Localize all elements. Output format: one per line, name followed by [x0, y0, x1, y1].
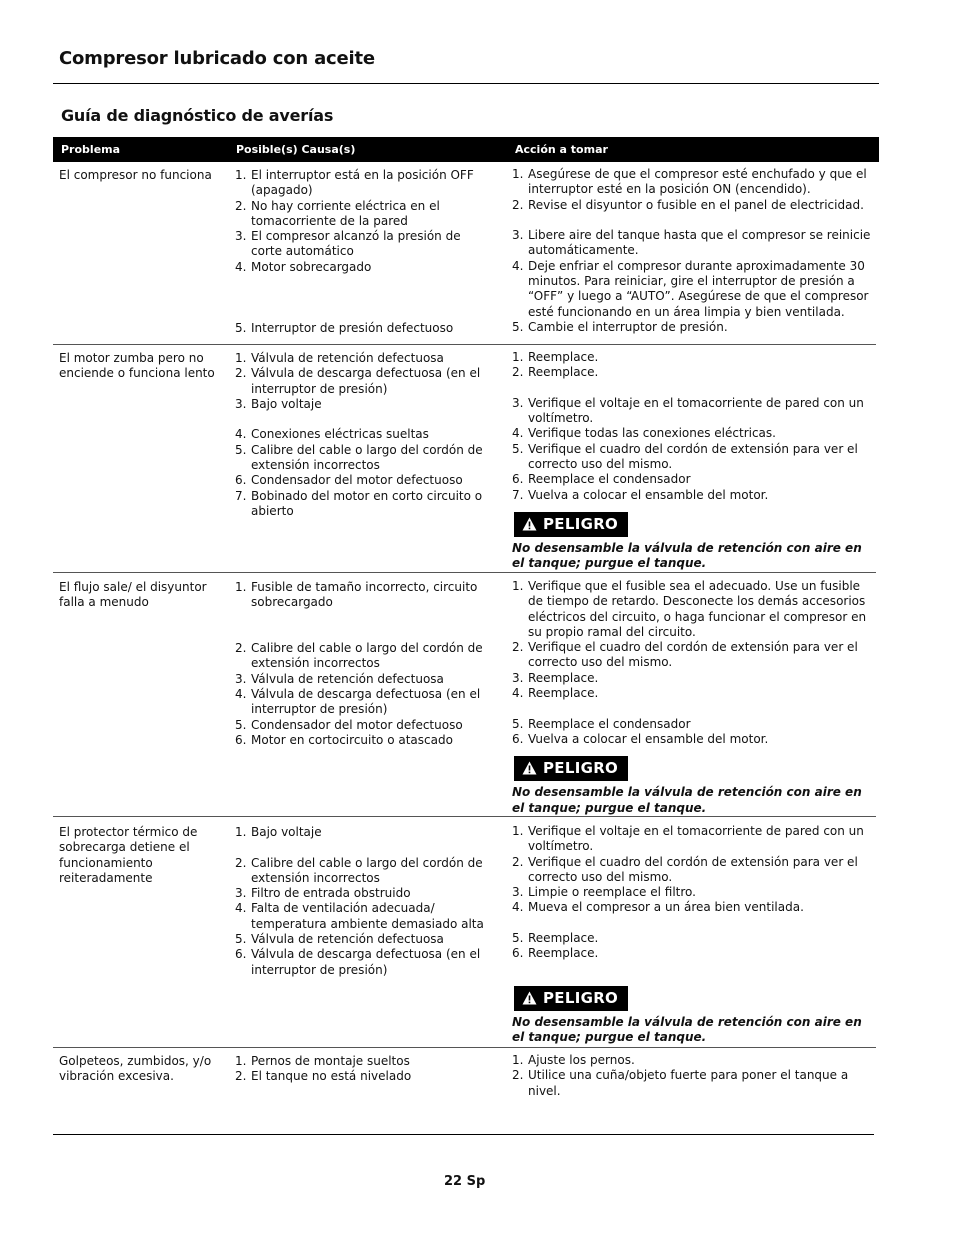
list-item-number: 1.	[512, 167, 524, 181]
warning-label: PELIGRO	[543, 514, 619, 533]
list-item	[512, 885, 874, 900]
action-cell	[512, 579, 874, 816]
list-item-text: Cambie el interruptor de presión.	[528, 319, 728, 334]
table-header	[53, 137, 879, 162]
list-item-text: Reemplace.	[528, 350, 599, 364]
list-item-number: 2.	[512, 854, 524, 869]
list-item	[235, 366, 490, 397]
list-item	[512, 350, 874, 365]
list-item-number: 5.	[512, 931, 524, 946]
warning-triangle-icon	[522, 517, 537, 531]
list-item-number: 6.	[512, 731, 524, 746]
list-item	[235, 489, 490, 520]
action-list	[512, 167, 874, 335]
header-title: Compresor lubricado con aceite	[59, 48, 375, 69]
list-item	[235, 718, 490, 733]
warning-badge	[514, 986, 628, 1011]
action-list	[512, 824, 874, 977]
list-item	[235, 856, 490, 887]
list-item	[512, 167, 874, 198]
list-item-number: 4.	[512, 686, 524, 701]
list-item	[512, 855, 874, 886]
list-item-text: Libere aire del tanque hasta que el compresor se reinicie automáticamente.	[528, 228, 871, 258]
list-item	[512, 732, 874, 747]
list-item	[512, 900, 874, 915]
list-spacer	[235, 306, 490, 321]
list-item	[512, 579, 874, 640]
list-item-text: Revise el disyuntor o fusible en el panel de electricidad.	[528, 197, 864, 212]
list-item-number: 1.	[235, 580, 247, 594]
list-spacer	[235, 626, 490, 641]
list-item-number: 6.	[235, 947, 247, 962]
list-item-number: 1.	[512, 579, 524, 593]
list-item-number: 4.	[235, 687, 247, 702]
list-item-text: Reemplace.	[528, 946, 599, 961]
problem-cell: Golpeteos, zumbidos, y/o vibración excesiva.	[59, 1054, 212, 1084]
list-item-number: 1.	[512, 1053, 524, 1067]
list-item-text: Válvula de descarga defectuosa (en el interruptor de presión)	[251, 947, 481, 977]
list-item-number: 2.	[235, 366, 247, 381]
list-item-number: 1.	[235, 351, 247, 365]
list-item-number: 3.	[512, 395, 524, 410]
list-item-text: Utilice una cuña/objeto fuerte para poner el tanque a nivel.	[528, 1068, 849, 1098]
warning-text: No desensamble la válvula de retención con aire en el tanque; purgue el tanque.	[512, 1014, 862, 1045]
list-item	[235, 473, 490, 488]
list-item-text: Bobinado del motor en corto circuito o abierto	[251, 488, 483, 518]
list-item	[235, 427, 490, 442]
list-item-number: 4.	[235, 901, 247, 916]
list-item	[235, 351, 490, 366]
list-item	[512, 824, 874, 855]
list-item	[235, 260, 490, 275]
list-spacer	[512, 916, 874, 931]
list-item	[235, 932, 490, 947]
cause-list	[235, 1054, 490, 1085]
list-item-text: Verifique todas las conexiones eléctricas.	[528, 426, 776, 441]
list-item	[235, 321, 490, 336]
list-item-number: 4.	[512, 900, 524, 915]
cause-list	[235, 168, 490, 336]
list-item-text: Condensador del motor defectuoso	[251, 473, 463, 488]
list-item-text: El compresor alcanzó la presión de corte automático	[251, 229, 461, 259]
list-item	[512, 198, 874, 213]
cause-list	[235, 825, 490, 978]
list-item	[235, 672, 490, 687]
list-item	[512, 640, 874, 671]
list-item-number: 2.	[235, 1069, 247, 1084]
list-item-number: 5.	[512, 441, 524, 456]
list-item-number: 4.	[235, 259, 247, 274]
list-item-number: 5.	[235, 932, 247, 947]
list-item-text: Válvula de retención defectuosa	[251, 671, 444, 686]
list-item-text: Válvula de descarga defectuosa (en el interruptor de presión)	[251, 687, 481, 717]
warning-text: No desensamble la válvula de retención con aire en el tanque; purgue el tanque.	[512, 540, 862, 571]
list-item-text: Conexiones eléctricas sueltas	[251, 427, 429, 442]
list-spacer	[512, 701, 874, 716]
list-item-text: El tanque no está nivelado	[251, 1069, 412, 1084]
list-spacer	[235, 412, 490, 427]
bottom-rule	[53, 1134, 874, 1135]
list-item	[235, 199, 490, 230]
list-item-text: Motor sobrecargado	[251, 259, 372, 274]
problem-cell: El protector térmico de sobrecarga detiene el funcionamiento reiteradamente	[59, 825, 198, 885]
list-item-number: 6.	[235, 473, 247, 488]
list-item	[512, 488, 874, 503]
list-item-text: Reemplace el condensador	[528, 716, 691, 731]
list-item-number: 2.	[235, 198, 247, 213]
row-divider	[53, 572, 876, 573]
list-item-text: Motor en cortocircuito o atascado	[251, 732, 453, 747]
list-item	[512, 717, 874, 732]
warning-badge	[514, 512, 628, 537]
action-list	[512, 1053, 874, 1099]
list-item	[235, 1054, 490, 1069]
row-divider	[53, 344, 876, 345]
list-item-text: Calibre del cable o largo del cordón de extensión incorrectos	[251, 442, 483, 473]
list-spacer	[235, 840, 490, 855]
list-item-number: 5.	[512, 716, 524, 731]
list-item-text: Verifique el cuadro del cordón de extensión para ver el correcto uso del mismo.	[528, 640, 858, 670]
list-item-number: 2.	[235, 641, 247, 656]
page-number: 22 Sp	[444, 1174, 486, 1189]
column-header-action: Acción a tomar	[515, 143, 608, 156]
list-item-text: Reemplace.	[528, 931, 599, 946]
list-item	[235, 901, 490, 932]
list-item	[235, 687, 490, 718]
list-item-text: Verifique el voltaje en el tomacorriente de pared con un voltímetro.	[528, 395, 864, 426]
list-item-number: 1.	[512, 350, 524, 364]
section-title: Guía de diagnóstico de averías	[61, 106, 334, 125]
list-item	[235, 733, 490, 748]
list-item-number: 3.	[235, 229, 247, 244]
cause-list	[235, 580, 490, 748]
list-item-text: Verifique el voltaje en el tomacorriente de pared con un voltímetro.	[528, 824, 864, 854]
header-rule	[53, 83, 879, 84]
list-item-text: Vuelva a colocar el ensamble del motor.	[528, 487, 769, 502]
list-item-number: 4.	[512, 258, 524, 273]
list-item	[235, 947, 490, 978]
list-item-number: 3.	[512, 885, 524, 900]
list-spacer	[235, 275, 490, 290]
list-spacer	[235, 290, 490, 305]
list-item	[512, 228, 874, 259]
list-item-number: 2.	[512, 365, 524, 380]
list-item	[512, 671, 874, 686]
list-item-number: 3.	[235, 886, 247, 901]
list-item	[512, 442, 874, 473]
list-item-number: 6.	[235, 732, 247, 747]
list-item-number: 3.	[235, 396, 247, 411]
problem-cell: El flujo sale/ el disyuntor falla a menudo	[59, 580, 207, 610]
list-item	[235, 641, 490, 672]
list-item-text: Filtro de entrada obstruido	[251, 886, 411, 901]
column-header-cause: Posible(s) Causa(s)	[236, 143, 356, 156]
list-item	[235, 825, 490, 840]
list-item-number: 2.	[512, 197, 524, 212]
list-item-text: Calibre del cable o largo del cordón de extensión incorrectos	[251, 641, 483, 671]
list-item-text: No hay corriente eléctrica en el tomacorriente de la pared	[251, 198, 440, 228]
list-item-number: 1.	[235, 168, 247, 182]
list-item-text: Fusible de tamaño incorrecto, circuito sobrecargado	[251, 580, 478, 610]
list-spacer	[235, 611, 490, 626]
list-item-number: 2.	[512, 1068, 524, 1083]
warning-triangle-icon	[522, 761, 537, 775]
list-item-text: Verifique que el fusible sea el adecuado. Use un fusible de tiempo de retardo. Desconecte los demás accesorios eléctricos del circuito, o haga funcionar el compresor en su propio ramal del circuito.	[528, 579, 867, 639]
list-item-text: Asegúrese de que el compresor esté enchufado y que el interruptor esté en la posición ON (encendido).	[528, 167, 867, 197]
list-item	[235, 443, 490, 474]
list-item-text: Calibre del cable o largo del cordón de extensión incorrectos	[251, 855, 483, 885]
column-header-problem: Problema	[61, 143, 121, 156]
list-item-text: Pernos de montaje sueltos	[251, 1054, 410, 1068]
action-cell	[512, 824, 874, 1046]
cause-list	[235, 351, 490, 519]
action-cell	[512, 350, 874, 572]
list-item-number: 3.	[512, 670, 524, 685]
warning-label: PELIGRO	[543, 759, 619, 778]
list-item-number: 2.	[512, 640, 524, 655]
list-item-text: Interruptor de presión defectuoso	[251, 320, 454, 335]
list-item	[512, 931, 874, 946]
list-item-number: 5.	[512, 319, 524, 334]
warning-text: No desensamble la válvula de retención con aire en el tanque; purgue el tanque.	[512, 785, 862, 815]
list-item-number: 7.	[512, 487, 524, 502]
list-item-number: 6.	[512, 946, 524, 961]
list-spacer	[512, 213, 874, 228]
list-item	[512, 686, 874, 701]
warning-label: PELIGRO	[543, 988, 619, 1007]
list-item-text: Reemplace.	[528, 686, 599, 701]
list-item	[235, 397, 490, 412]
list-item	[235, 886, 490, 901]
list-item-number: 4.	[235, 427, 247, 442]
list-item-number: 4.	[512, 426, 524, 441]
warning-triangle-icon	[522, 991, 537, 1005]
list-item-text: Reemplace.	[528, 670, 599, 685]
list-item-number: 5.	[235, 320, 247, 335]
list-item	[235, 229, 490, 260]
list-item	[512, 1053, 874, 1068]
list-item-number: 3.	[235, 671, 247, 686]
list-item-text: Reemplace el condensador	[528, 472, 691, 487]
list-item-text: Falta de ventilación adecuada/ temperatura ambiente demasiado alta	[251, 901, 484, 931]
list-item-text: Verifique el cuadro del cordón de extensión para ver el correcto uso del mismo.	[528, 854, 858, 884]
row-divider	[53, 816, 876, 817]
list-item	[512, 1068, 874, 1099]
list-item-text: El interruptor está en la posición OFF (apagado)	[251, 168, 474, 198]
list-item	[512, 259, 874, 320]
list-item	[512, 320, 874, 335]
list-item-text: Reemplace.	[528, 365, 599, 380]
list-item-number: 5.	[235, 717, 247, 732]
list-item	[512, 472, 874, 487]
list-item-text: Mueva el compresor a un área bien ventilada.	[528, 900, 804, 915]
list-item-text: Ajuste los pernos.	[528, 1053, 635, 1067]
list-item-text: Condensador del motor defectuoso	[251, 717, 463, 732]
warning-badge	[514, 756, 628, 781]
list-item	[512, 946, 874, 961]
list-item	[512, 365, 874, 380]
problem-cell: El compresor no funciona	[59, 168, 212, 182]
list-item-number: 1.	[512, 824, 524, 838]
list-item	[235, 580, 490, 611]
list-item	[235, 1069, 490, 1084]
list-spacer	[512, 381, 874, 396]
list-item-number: 6.	[512, 472, 524, 487]
list-item	[512, 396, 874, 427]
row-divider	[53, 1047, 876, 1048]
list-item-number: 1.	[235, 1054, 247, 1068]
list-item-text: Bajo voltaje	[251, 825, 322, 839]
list-item-text: Limpie o reemplace el filtro.	[528, 885, 696, 900]
list-item-number: 3.	[512, 228, 524, 243]
action-list	[512, 350, 874, 503]
list-item-number: 7.	[235, 488, 247, 503]
list-item-text: Bajo voltaje	[251, 396, 322, 411]
problem-cell: El motor zumba pero no enciende o funciona lento	[59, 351, 215, 381]
list-item-text: Válvula de retención defectuosa	[251, 351, 444, 365]
action-list	[512, 579, 874, 747]
list-item-text: Verifique el cuadro del cordón de extensión para ver el correcto uso del mismo.	[528, 441, 858, 472]
list-spacer	[512, 962, 874, 977]
list-item	[512, 426, 874, 441]
list-item-text: Vuelva a colocar el ensamble del motor.	[528, 731, 769, 746]
list-item-number: 2.	[235, 855, 247, 870]
list-item-text: Válvula de descarga defectuosa (en el interruptor de presión)	[251, 366, 481, 396]
list-item-number: 5.	[235, 442, 247, 457]
list-item-text: Válvula de retención defectuosa	[251, 932, 444, 947]
list-item-number: 1.	[235, 825, 247, 839]
list-item-text: Deje enfriar el compresor durante aproximadamente 30 minutos. Para reiniciar, gire el interruptor de presión a “OFF” y luego a “AUTO”. Asegúrese de que el compresor esté funcionando en un área limpia y bien ventilada.	[528, 258, 869, 319]
list-item	[235, 168, 490, 199]
